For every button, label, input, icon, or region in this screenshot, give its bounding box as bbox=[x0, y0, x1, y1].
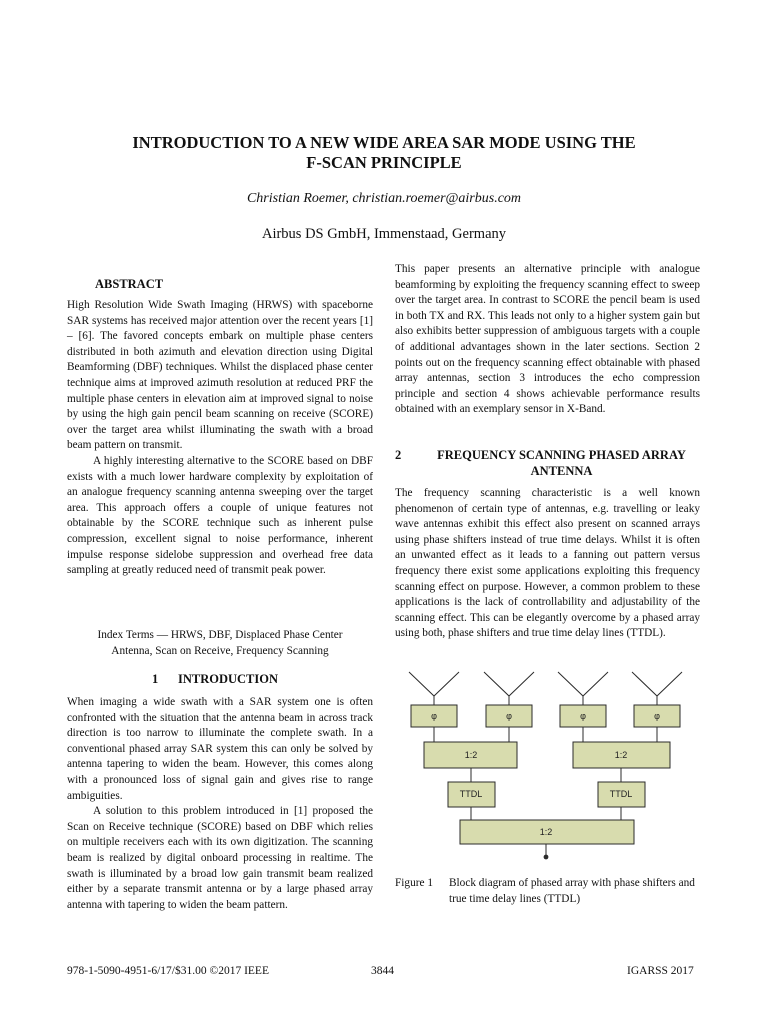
section2-body bbox=[395, 486, 700, 642]
index-terms bbox=[67, 627, 373, 659]
affiliation-line: Airbus DS GmbH, Immenstaad, Germany bbox=[261, 226, 507, 242]
introduction-title: INTRODUCTION bbox=[178, 672, 279, 686]
phase-shifter-label: φ bbox=[580, 711, 586, 721]
title-line-2: F-SCAN PRINCIPLE bbox=[306, 153, 462, 172]
figure-caption-label: Figure 1 bbox=[395, 877, 433, 889]
feed-port-dot bbox=[544, 855, 549, 860]
antenna-icon bbox=[632, 672, 682, 705]
index-terms-line-2: Antenna, Scan on Receive, Frequency Scanning bbox=[111, 645, 329, 657]
root-splitter-label: 1:2 bbox=[539, 827, 553, 837]
antenna-icon bbox=[558, 672, 608, 705]
section2-number: 2 bbox=[395, 448, 402, 462]
introduction-number: 1 bbox=[152, 672, 159, 686]
author-line: Christian Roemer, christian.roemer@airbus.com bbox=[246, 191, 522, 206]
splitter-label: 1:2 bbox=[614, 750, 628, 760]
splitter-label: 1:2 bbox=[464, 750, 478, 760]
introduction-paragraph-2: A solution to this problem introduced in [1] proposed the Scan on Receive technique (SCORE) based on DBF which relies on multiple receivers each with its own digitization. The scanning beam is realized by digital onboard processing in realtime. The swath is illuminated by a broad low gain transmit beam realized either by a separate transmit antenna or by a large phased array antenna with tapering to widen the beam pattern. bbox=[67, 805, 373, 911]
introduction-paragraph-1: When imaging a wide swath with a SAR system one is often confronted with the situation that the antenna beam in across track direction is too narrow to illuminate the complete swath. In a conventional phased array SAR system this can only be solved by antenna tapering to widen the beam. However, this comes along with a pronounced loss of signal gain and gives rise to range ambiguities. bbox=[67, 696, 373, 802]
footer-conference: IGARSS 2017 bbox=[627, 965, 694, 977]
phase-shifter-label: φ bbox=[654, 711, 660, 721]
title-line-1: INTRODUCTION TO A NEW WIDE AREA SAR MODE USING THE bbox=[132, 133, 636, 152]
figure-1-block-diagram bbox=[395, 664, 705, 864]
abstract-body bbox=[67, 298, 373, 579]
abstract-heading: ABSTRACT bbox=[95, 277, 164, 291]
footer-page-number: 3844 bbox=[371, 965, 394, 977]
phase-shifter-label: φ bbox=[431, 711, 437, 721]
antenna-icon bbox=[409, 672, 459, 705]
antenna-icon bbox=[484, 672, 534, 705]
section2-paragraph-1: The frequency scanning characteristic is a well known phenomenon of certain type of antennas, e.g. travelling or leaky wave antennas exhibit this effect also present on scanned arrays using phase shifters instead of true time delays. Whilst it is often an unwanted effect as it leads to a fanning out pattern versus frequency there exist some applications exploiting this frequency scanning effect on purpose. However, a common problem to these applications is the lack of controllability and adjustability of the scanning effect. This can be elegantly overcome by a phased array using both, phase shifters and true time delay lines (TTDL). bbox=[395, 487, 700, 640]
phase-shifter-label: φ bbox=[506, 711, 512, 721]
antenna-elements bbox=[409, 672, 682, 705]
abstract-paragraph-1: High Resolution Wide Swath Imaging (HRWS) with spaceborne SAR systems has received major attention over the recent years [1] – [6]. The favored concepts embark on multiple phase centers distributed in both azimuth and elevation direction using Digital Beamforming (DBF) techniques. Whilst the displaced phase center technique aims at improved azimuth resolution at reduced PRF the multiple phase centers in elevation aim at improved signal to noise by using the high gain pencil beam scanning on receive (SCORE) over the target area whilst illuminating the swath with a broad beam pattern on transmit. bbox=[67, 299, 373, 452]
figure-1-caption bbox=[395, 876, 705, 907]
section2-heading bbox=[395, 447, 700, 479]
index-terms-line-1: Index Terms — HRWS, DBF, Displaced Phase Center bbox=[97, 629, 343, 641]
right-paragraph-1: This paper presents an alternative principle with analogue beamforming by exploiting the frequency scanning effect to sweep over the target area. In contrast to SCORE the pencil beam is used in both TX and RX. This leads not only to a higher system gain but also exhibits better suppression of ambiguous targets with a couple of additional advantages shown in the later sections. Section 2 points out on the frequency scanning effect obtainable with phased array antennas, section 3 introduces the echo compression principle and section 4 shows achievable performance results obtained with an exemplary sensor in X-Band. bbox=[395, 263, 700, 416]
abstract-paragraph-2: A highly interesting alternative to the SCORE based on DBF exists with a much lower hardware complexity by exploitation of an analogue frequency scanning antenna sweeping over the target area. This approach offers a couple of unique features not obtainable by the SCORE technique such as inherent pulse compression, excellent signal to noise performance, inherent impulse response sidelobe suppression and overhead free data sampling at greatly reduced need of transmit peak power. bbox=[67, 454, 373, 577]
paper-title bbox=[60, 133, 708, 173]
right-column-intro bbox=[395, 262, 700, 418]
introduction-body bbox=[67, 695, 373, 913]
ttdl-label: TTDL bbox=[609, 789, 633, 799]
section2-title: FREQUENCY SCANNING PHASED ARRAY ANTENNA bbox=[437, 448, 686, 478]
ttdl-label: TTDL bbox=[459, 789, 483, 799]
footer-isbn: 978-1-5090-4951-6/17/$31.00 ©2017 IEEE bbox=[67, 965, 269, 977]
figure-caption-text: Block diagram of phased array with phase shifters and true time delay lines (TTDL) bbox=[449, 877, 695, 905]
